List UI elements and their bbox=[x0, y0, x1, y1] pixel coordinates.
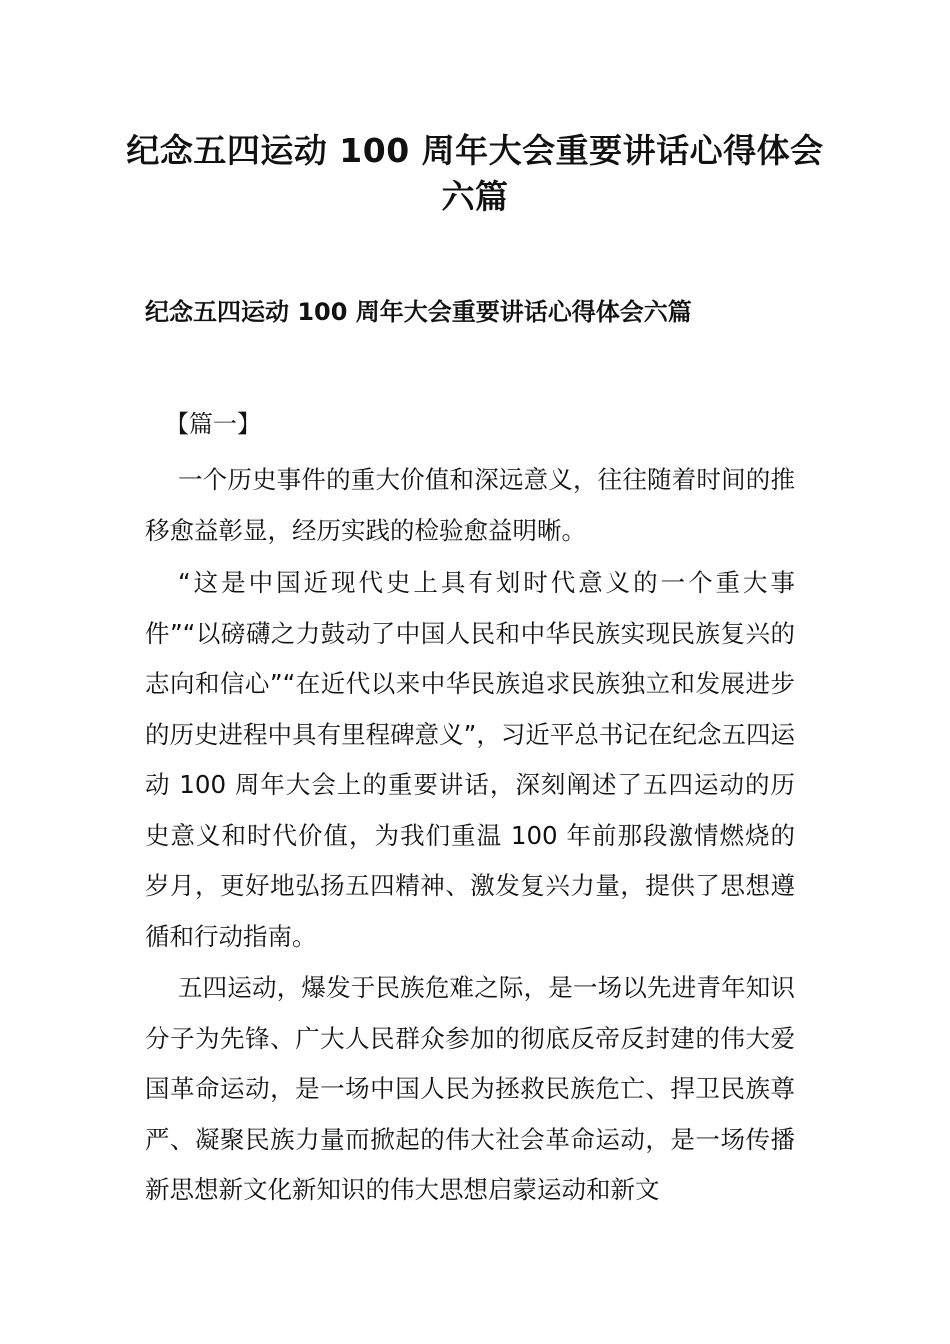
paragraph: 一个历史事件的重大价值和深远意义，往往随着时间的推移愈益彰显，经历实践的检验愈益明晰。 bbox=[145, 465, 795, 545]
paragraph: “这是中国近现代史上具有划时代意义的一个重大事件”“以磅礴之力鼓动了中国人民和中华民族实现民族复兴的志向和信心”“在近代以来中华民族追求民族独立和发展进步的历史进程中具有里程碑意义”，习近平总书记在纪念五四运动 100 周年大会上的重要讲话，深刻阐述了五四运动的历史意义和时代价值，为我们重温 100 年前那段激情燃烧的岁月，更好地弘扬五四精神、激发复兴力量，提供了思想遵循和行动指南。 bbox=[145, 568, 795, 951]
paragraph: 五四运动，爆发于民族危难之际，是一场以先进青年知识分子为先锋、广大人民群众参加的彻底反帝反封建的伟大爱国革命运动，是一场中国人民为拯救民族危亡、捍卫民族尊严、凝聚民族力量而掀起的伟大社会革命运动，是一场传播新思想新文化新知识的伟大思想启蒙运动和新文 bbox=[145, 973, 795, 1204]
document-subtitle: 纪念五四运动 100 周年大会重要讲话心得体会六篇 bbox=[145, 298, 692, 326]
section-label: 【篇一】 bbox=[165, 410, 261, 438]
document-title: 纪念五四运动 100 周年大会重要讲话心得体会六篇 bbox=[126, 131, 824, 216]
